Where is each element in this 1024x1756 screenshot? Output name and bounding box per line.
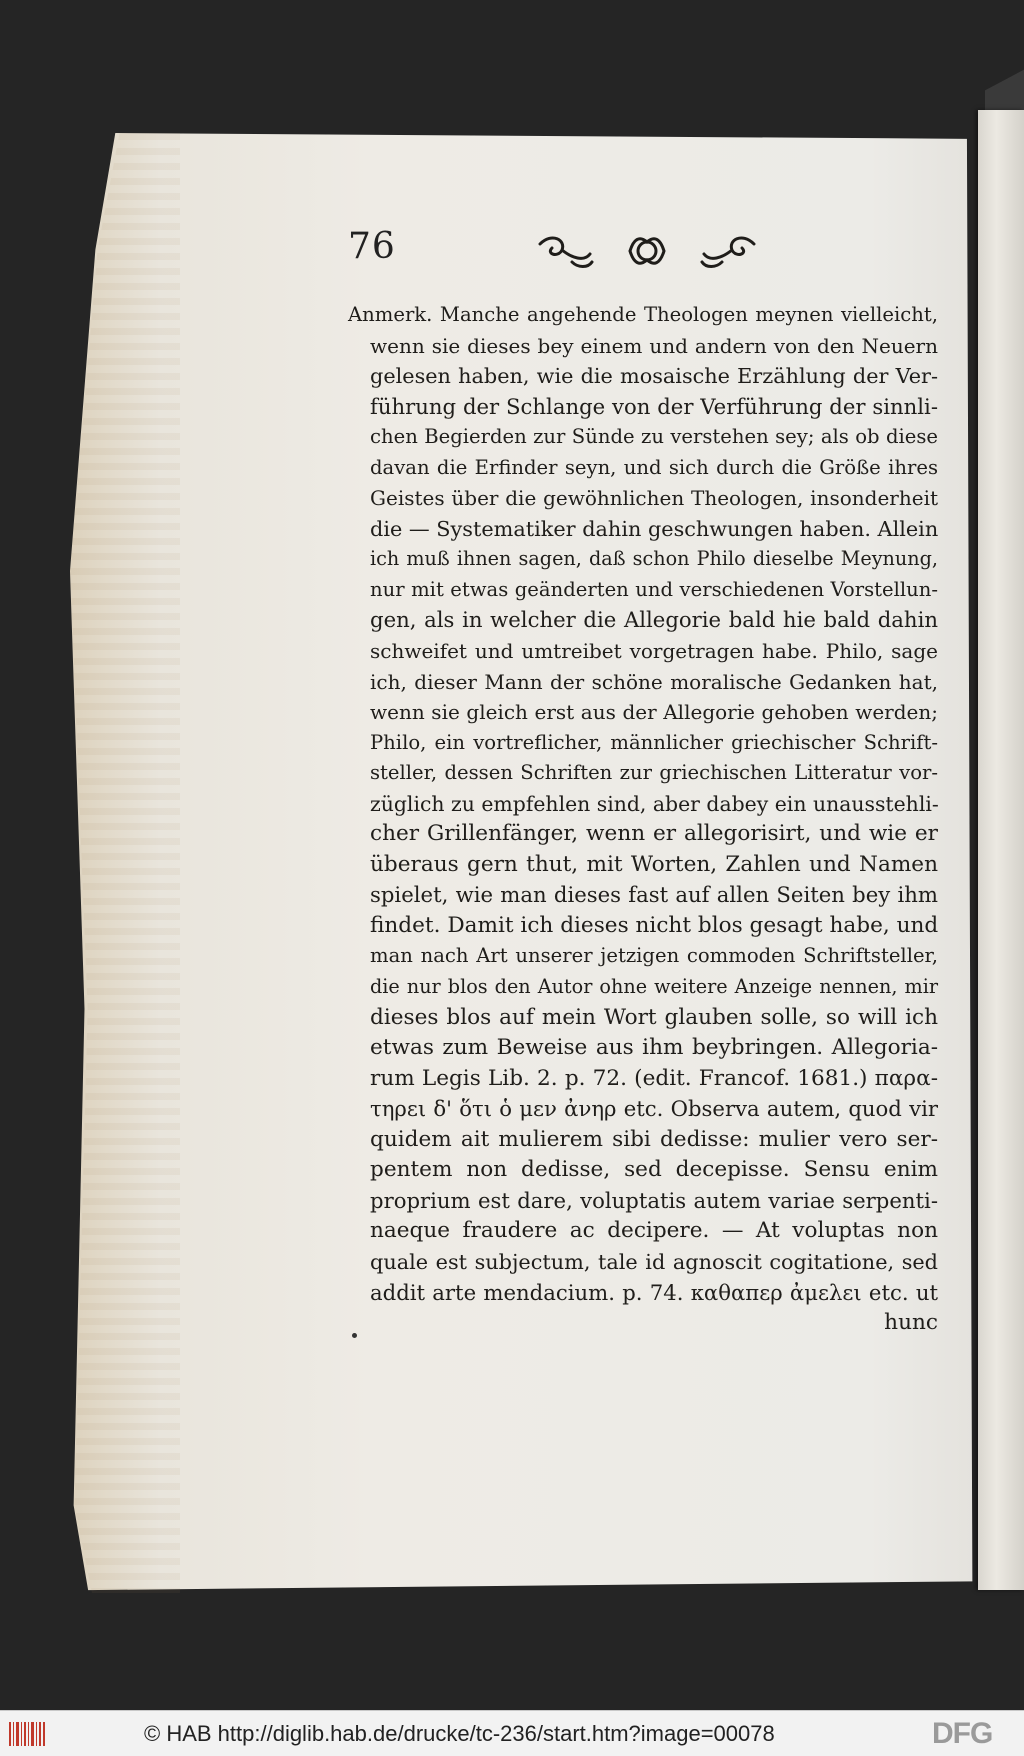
catchword: hunc (884, 1310, 938, 1336)
fleuron-ornament-icon (532, 228, 762, 274)
next-page-edge (978, 110, 1024, 1590)
text-line: Anmerk. Manche angehende Theologen meynen vielleicht, (348, 303, 938, 326)
text-line: züglich zu empfehlen sind, aber dabey ein unausstehli- (370, 791, 939, 816)
body-text (348, 300, 938, 1339)
page-number: 76 (348, 226, 396, 267)
text-line: wenn sie gleich erst aus der Allegorie gehoben werden; (370, 700, 938, 725)
text-line: dieses blos auf mein Wort glauben solle, so will ich (370, 1004, 938, 1030)
text-line: addit arte mendacium. p. 74. καθαπερ ἀμελει etc. ut (370, 1279, 938, 1305)
text-line: cher Grillenfänger, wenn er allegorisirt, und wie er (370, 821, 938, 847)
text-line: quidem ait mulierem sibi dedisse: mulier vero ser- (370, 1126, 938, 1152)
text-line: pentem non dedisse, sed decepisse. Sensu enim (370, 1157, 938, 1183)
hab-barcode-logo-icon (8, 1720, 48, 1748)
text-line: davan die Erfinder seyn, und sich durch die Größe ihres (370, 455, 938, 479)
text-line: chen Begierden zur Sünde zu verstehen sey; als ob diese (370, 425, 938, 449)
text-line: findet. Damit ich dieses nicht blos gesagt habe, und (370, 912, 939, 938)
footer-bar (0, 1710, 1024, 1756)
text-line: man nach Art unserer jetzigen commoden Schriftsteller, (370, 944, 938, 968)
text-line: ich muß ihnen sagen, daß schon Philo dieselbe Meynung, (370, 547, 938, 571)
text-line: rum Legis Lib. 2. p. 72. (edit. Francof. 1681.) παρα- (370, 1065, 938, 1091)
text-line: etwas zum Beweise aus ihm beybringen. Allegoria- (370, 1035, 938, 1061)
text-line: gen, als in welcher die Allegorie bald hie bald dahin (370, 607, 938, 633)
text-line: spielet, wie man dieses fast auf allen Seiten bey ihm (370, 882, 938, 908)
text-line: quale est subjectum, tale id agnoscit cogitatione, sed (370, 1249, 938, 1274)
dfg-logo: DFG (932, 1717, 993, 1750)
text-line: wenn sie dieses bey einem und andern von den Neuern (370, 333, 938, 358)
text-line: ich, dieser Mann der schöne moralische Gedanken hat, (370, 669, 938, 694)
text-line: Philo, ein vortreflicher, männlicher griechischer Schrift- (370, 730, 938, 754)
text-line: τηρει δ' ὅτι ὁ μεν ἀνηρ etc. Observa autem, quod vir (370, 1096, 938, 1122)
text-line: steller, dessen Schriften zur griechischen Litteratur vor- (370, 761, 938, 785)
text-line: naeque fraudere ac decipere. — At voluptas non (370, 1218, 938, 1244)
footer-credit-link[interactable]: © HAB http://diglib.hab.de/drucke/tc-236/start.htm?image=00078 (144, 1721, 775, 1746)
text-line: führung der Schlange von der Verführung der sinnli- (370, 393, 938, 419)
text-line: überaus gern thut, mit Worten, Zahlen und Namen (370, 851, 938, 877)
text-line: Geistes über die gewöhnlichen Theologen, insonderheit (370, 486, 938, 511)
text-line: proprium est dare, voluptatis autem variae serpenti- (370, 1187, 938, 1213)
text-line: die nur blos den Autor ohne weitere Anzeige nennen, mir (370, 975, 938, 999)
text-line: nur mit etwas geänderten und verschiedenen Vorstellun- (370, 577, 938, 601)
ink-dot (352, 1333, 357, 1338)
text-line: schweifet und umtreibet vorgetragen habe. Philo, sage (370, 639, 938, 664)
text-line: die — Systematiker dahin geschwungen haben. Allein (370, 516, 939, 541)
text-line: gelesen haben, wie die mosaische Erzählung der Ver- (370, 364, 938, 389)
